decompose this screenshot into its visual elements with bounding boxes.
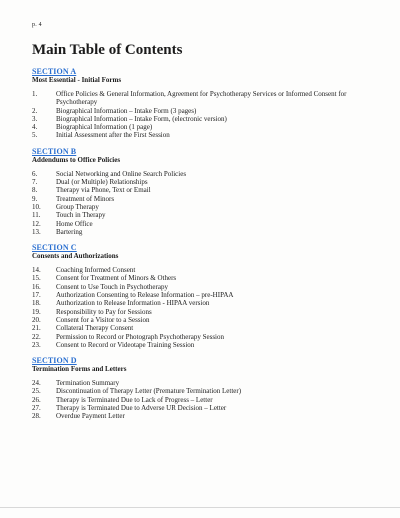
toc-item (32, 341, 377, 349)
toc-item (32, 299, 377, 307)
item-title: Therapy is Terminated Due to Adverse UR Decision – Letter (56, 404, 227, 413)
item-number: 6. (32, 169, 38, 178)
section-c (32, 243, 377, 349)
toc-item (32, 178, 377, 186)
toc-item (32, 333, 377, 341)
item-number: 16. (32, 282, 41, 291)
item-number: 9. (32, 194, 38, 203)
toc-item (32, 90, 377, 107)
item-title: Overdue Payment Letter (56, 412, 125, 421)
item-number: 21. (32, 324, 41, 333)
table-of-contents (32, 67, 377, 421)
toc-item (32, 107, 377, 115)
item-number: 27. (32, 404, 41, 413)
item-title: Initial Assessment after the First Session (56, 131, 170, 140)
toc-item (32, 228, 377, 236)
item-number: 26. (32, 395, 41, 404)
item-number: 28. (32, 412, 41, 421)
toc-item (32, 396, 377, 404)
item-title: Consent to Record or Videotape Training Session (56, 340, 195, 349)
item-number: 22. (32, 332, 41, 341)
item-title: Biographical Information – Intake Form, (electronic version) (56, 114, 227, 123)
section-heading-d[interactable]: SECTION D (32, 356, 77, 366)
section-subtitle-c: Consents and Authorizations (32, 252, 119, 261)
item-number: 12. (32, 219, 41, 228)
toc-item (32, 211, 377, 219)
toc-item (32, 308, 377, 316)
item-title: Coaching Informed Consent (56, 266, 136, 275)
item-number: 13. (32, 227, 41, 236)
item-title: Termination Summary (56, 379, 120, 388)
item-title: Consent for a Visitor to a Session (56, 315, 150, 324)
section-b (32, 147, 377, 236)
toc-item (32, 203, 377, 211)
item-title: Authorization Consenting to Release Information – pre-HIPAA (56, 291, 234, 300)
toc-item (32, 131, 377, 139)
item-title: Home Office (56, 219, 93, 228)
section-d (32, 356, 377, 420)
toc-item (32, 170, 377, 178)
toc-item (32, 220, 377, 228)
toc-item (32, 291, 377, 299)
item-list-a (32, 90, 377, 140)
section-subtitle-a: Most Essential - Initial Forms (32, 76, 122, 84)
toc-item (32, 283, 377, 291)
section-a (32, 67, 377, 140)
item-title: Bartering (56, 227, 83, 236)
item-number: 5. (32, 131, 38, 140)
item-title: Permission to Record or Photograph Psychotherapy Session (56, 332, 224, 341)
item-number: 24. (32, 379, 41, 388)
section-subtitle-b: Addendums to Office Policies (32, 155, 121, 164)
item-title: Office Policies & General Information, Agreement for Psychotherapy Services or Informed Consent for Psychotherapy (56, 90, 347, 107)
item-title: Therapy via Phone, Text or Email (56, 186, 151, 195)
item-number: 8. (32, 186, 38, 195)
item-title: Biographical Information – Intake Form (3 pages) (56, 106, 197, 115)
toc-item (32, 186, 377, 194)
item-title: Dual (or Multiple) Relationships (56, 178, 148, 187)
item-list-b (32, 170, 377, 236)
item-number: 1. (32, 90, 38, 98)
item-number: 10. (32, 202, 41, 211)
item-list-c (32, 266, 377, 349)
item-number: 11. (32, 211, 41, 220)
item-title: Treatment of Minors (56, 194, 115, 203)
section-heading-b[interactable]: SECTION B (32, 146, 77, 156)
toc-item (32, 195, 377, 203)
item-number: 14. (32, 266, 41, 275)
item-title: Responsibility to Pay for Sessions (56, 307, 152, 316)
toc-item (32, 316, 377, 324)
item-number: 19. (32, 307, 41, 316)
item-title: Touch in Therapy (56, 211, 106, 220)
toc-item (32, 123, 377, 131)
item-title: Therapy is Terminated Due to Lack of Progress – Letter (56, 395, 213, 404)
section-heading-c[interactable]: SECTION C (32, 243, 77, 253)
item-title: Social Networking and Online Search Policies (56, 169, 187, 178)
item-title: Biographical Information (1 page) (56, 123, 153, 132)
toc-item (32, 266, 377, 274)
page-number: p. 4 (32, 22, 42, 28)
item-title: Authorization to Release Information - HIPAA version (56, 299, 210, 308)
item-title: Discontinuation of Therapy Letter (Premature Termination Letter) (56, 387, 242, 396)
toc-item (32, 324, 377, 332)
item-number: 15. (32, 274, 41, 283)
item-number: 18. (32, 299, 41, 308)
item-title: Group Therapy (56, 202, 99, 211)
section-heading-a[interactable]: SECTION A (32, 67, 77, 76)
item-number: 25. (32, 387, 41, 396)
toc-item (32, 412, 377, 420)
item-title: Consent to Use Touch in Psychotherapy (56, 282, 168, 291)
section-subtitle-d: Termination Forms and Letters (32, 365, 127, 374)
toc-item (32, 274, 377, 282)
page-title: Main Table of Contents (32, 42, 183, 58)
item-number: 4. (32, 123, 38, 132)
item-title: Consent for Treatment of Minors & Others (56, 274, 177, 283)
toc-item (32, 404, 377, 412)
toc-item (32, 387, 377, 395)
item-number: 17. (32, 291, 41, 300)
item-list-d (32, 379, 377, 420)
toc-item (32, 115, 377, 123)
item-title: Collateral Therapy Consent (56, 324, 134, 333)
item-number: 3. (32, 114, 38, 123)
item-number: 2. (32, 106, 38, 115)
toc-item (32, 379, 377, 387)
item-number: 7. (32, 178, 38, 187)
item-number: 20. (32, 315, 41, 324)
scan-edge-line (0, 507, 400, 508)
item-number: 23. (32, 340, 41, 349)
